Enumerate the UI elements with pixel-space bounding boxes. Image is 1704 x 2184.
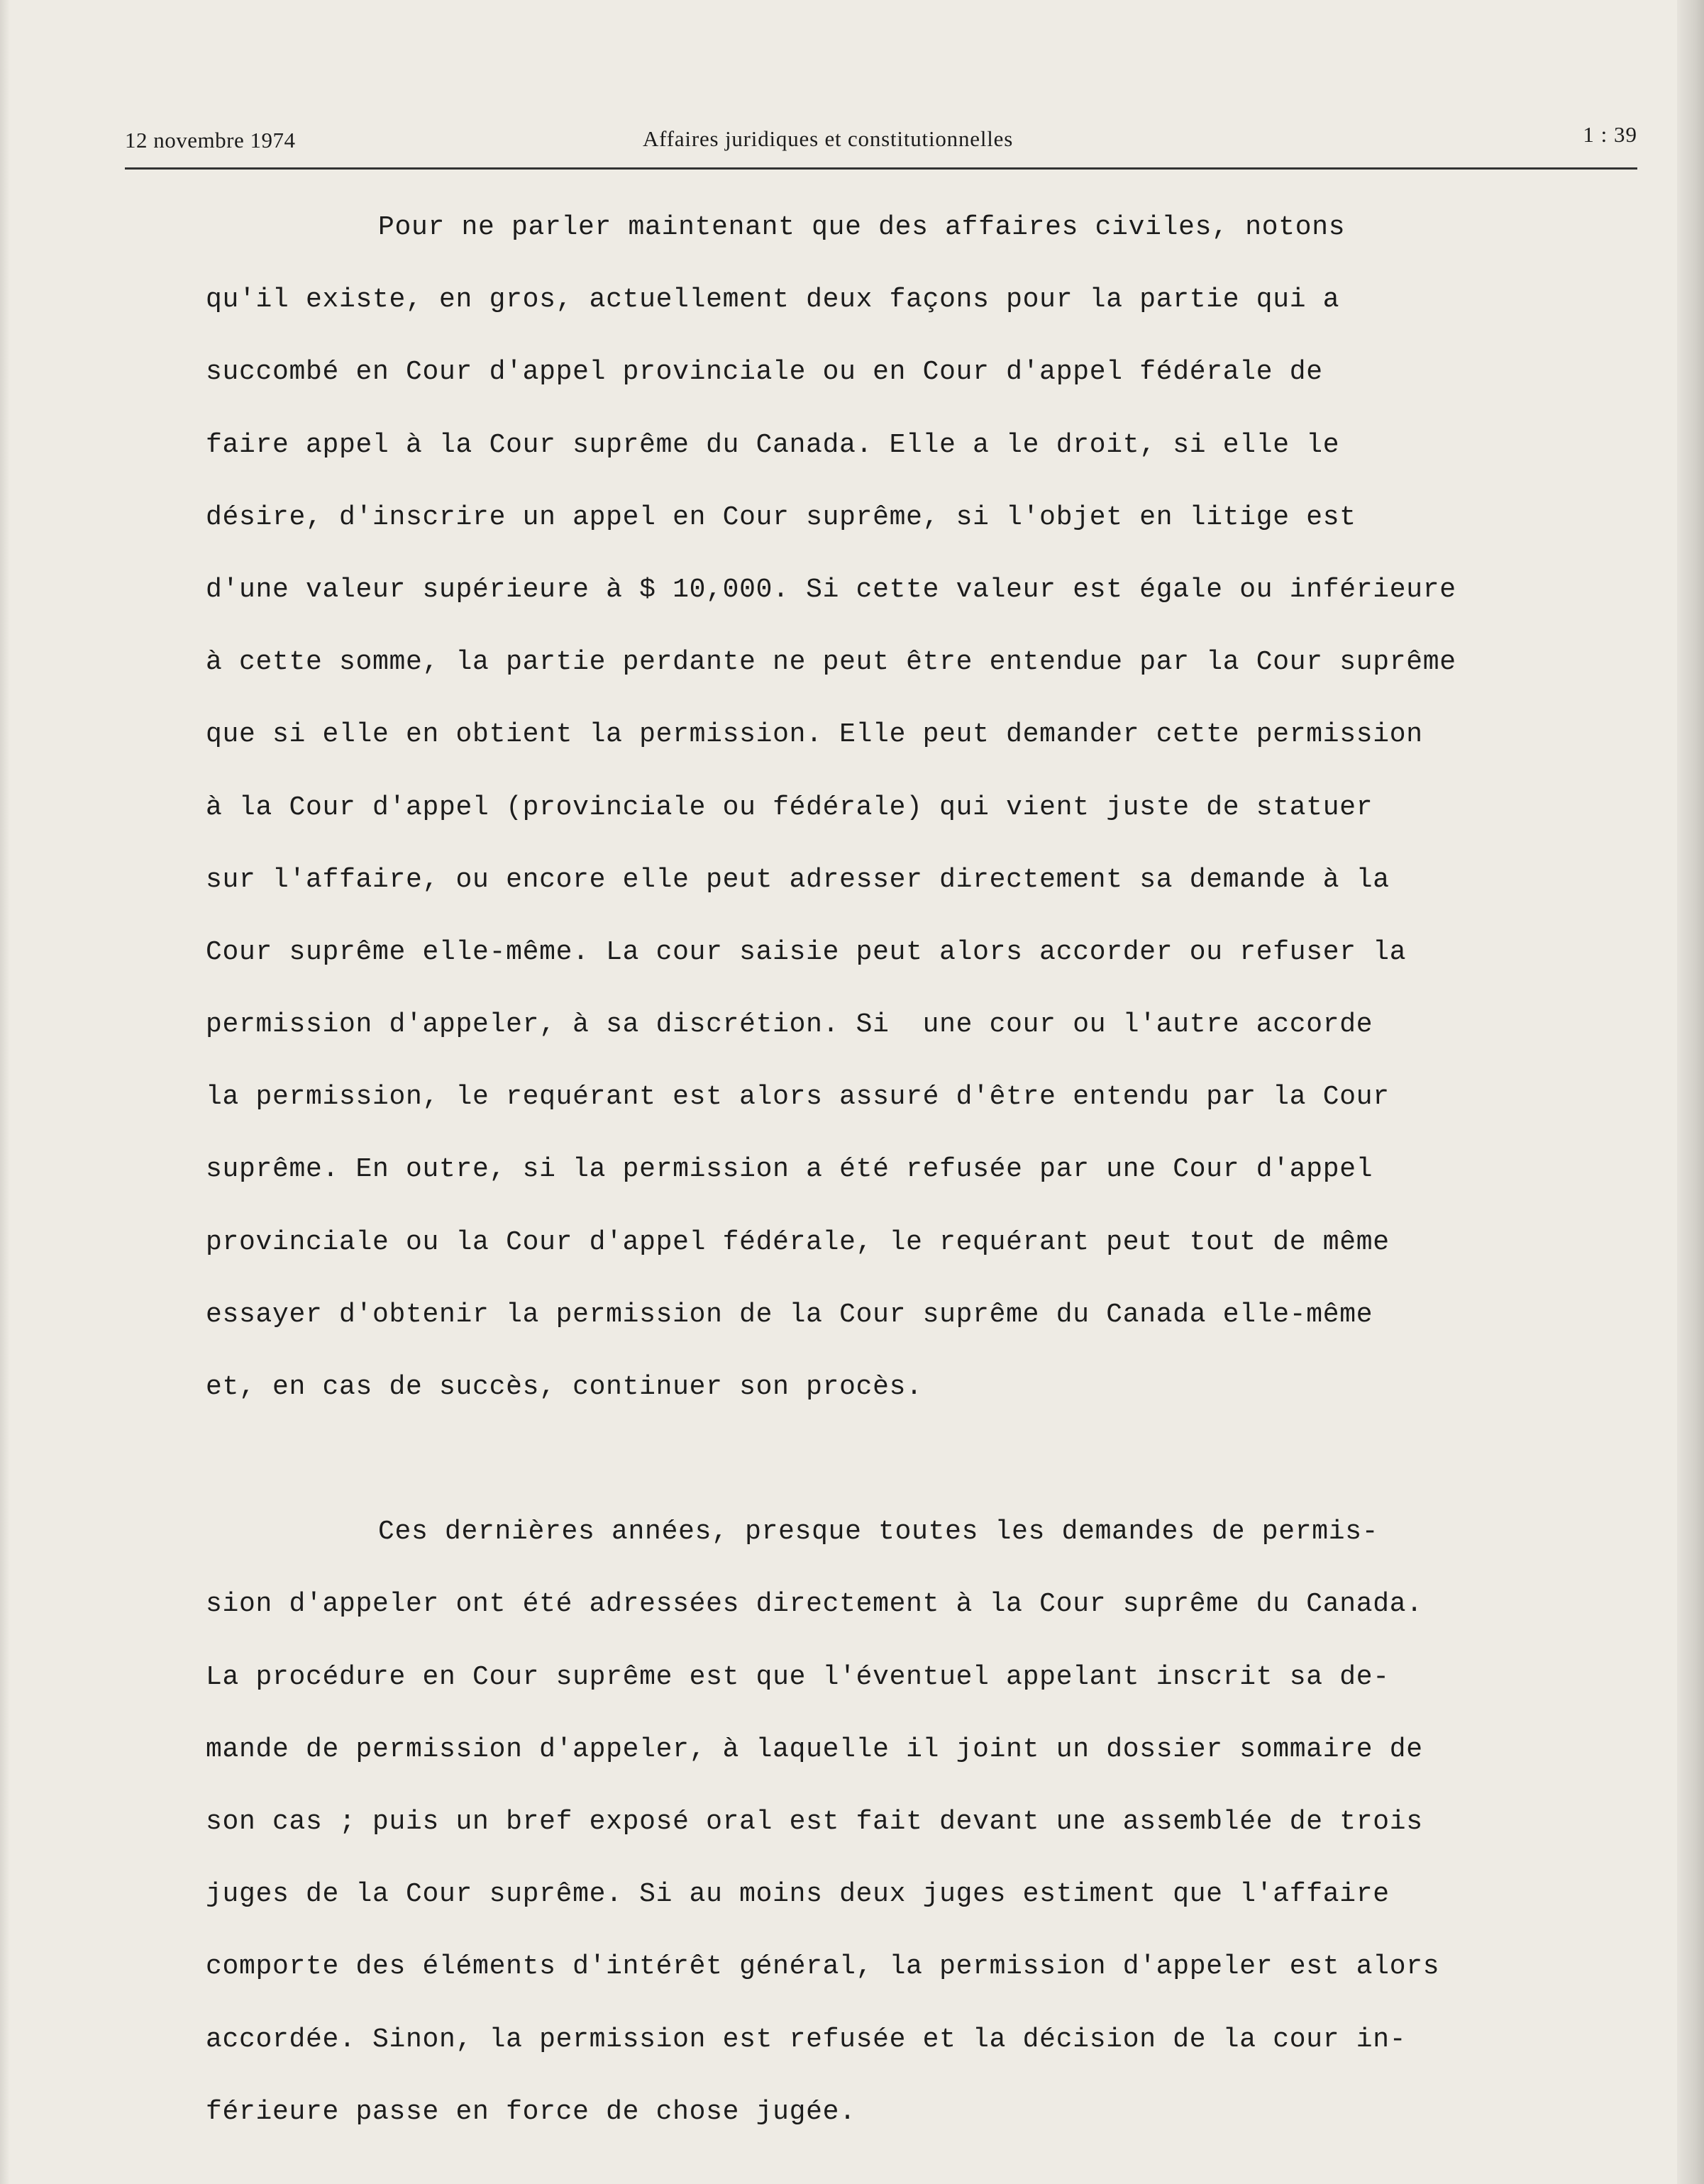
page-header — [125, 121, 1637, 170]
paragraph-civil-appeals — [206, 202, 1554, 1434]
text-line: suprême. En outre, si la permission a été refusée par une Cour d'appel — [206, 1154, 1373, 1185]
text-line: provinciale ou la Cour d'appel fédérale, le requérant peut tout de même — [206, 1226, 1390, 1258]
text-line: sur l'affaire, ou encore elle peut adresser directement sa demande à la — [206, 864, 1390, 895]
header-date: 12 novembre 1974 — [125, 128, 296, 153]
header-page-number: 1 : 39 — [1583, 122, 1637, 147]
paragraph-spacer — [206, 1434, 1554, 1507]
text-line: Pour ne parler maintenant que des affaires civiles, notons — [378, 212, 1346, 243]
text-line: qu'il existe, en gros, actuellement deux façons pour la partie qui a — [206, 284, 1340, 316]
text-line: accordée. Sinon, la permission est refusée et la décision de la cour in- — [206, 2024, 1407, 2055]
header-title: Affaires juridiques et constitutionnelles — [643, 126, 1014, 151]
scan-left-edge — [0, 0, 10, 2184]
text-line: que si elle en obtient la permission. Elle peut demander cette permission — [206, 719, 1423, 750]
text-line: mande de permission d'appeler, à laquelle il joint un dossier sommaire de — [206, 1734, 1423, 1765]
text-line: à cette somme, la partie perdante ne peut être entendue par la Cour suprême — [206, 647, 1456, 678]
text-line: succombé en Cour d'appel provinciale ou en Cour d'appel fédérale de — [206, 357, 1323, 388]
text-line: sion d'appeler ont été adressées directement à la Cour suprême du Canada. — [206, 1589, 1423, 1620]
text-line: férieure passe en force de chose jugée. — [206, 2096, 856, 2127]
text-line: Cour suprême elle-même. La cour saisie peut alors accorder ou refuser la — [206, 936, 1407, 968]
scan-right-edge — [1677, 0, 1704, 2184]
text-line: à la Cour d'appel (provinciale ou fédérale) qui vient juste de statuer — [206, 792, 1373, 823]
text-line: désire, d'inscrire un appel en Cour suprême, si l'objet en litige est — [206, 501, 1356, 533]
text-line: comporte des éléments d'intérêt général, la permission d'appeler est alors — [206, 1951, 1440, 1983]
text-line: juges de la Cour suprême. Si au moins deux juges estiment que l'affaire — [206, 1879, 1390, 1910]
text-line: la permission, le requérant est alors assuré d'être entendu par la Cour — [206, 1082, 1390, 1113]
text-line: faire appel à la Cour suprême du Canada. Elle a le droit, si elle le — [206, 429, 1340, 460]
text-line: Ces dernières années, presque toutes les demandes de permis- — [378, 1517, 1379, 1548]
text-line: La procédure en Cour suprême est que l'éventuel appelant inscrit sa de- — [206, 1661, 1390, 1692]
text-line: et, en cas de succès, continuer son procès. — [206, 1372, 923, 1402]
text-line: d'une valeur supérieure à $ 10,000. Si cette valeur est égale ou inférieure — [206, 574, 1456, 605]
paragraph-leave-to-appeal — [206, 1507, 1554, 2159]
text-line: essayer d'obtenir la permission de la Cour suprême du Canada elle-même — [206, 1299, 1373, 1330]
text-line: permission d'appeler, à sa discrétion. Si une cour ou l'autre accorde — [206, 1009, 1373, 1041]
page-body — [206, 202, 1554, 2159]
text-line: son cas ; puis un bref exposé oral est fait devant une assemblée de trois — [206, 1806, 1423, 1837]
